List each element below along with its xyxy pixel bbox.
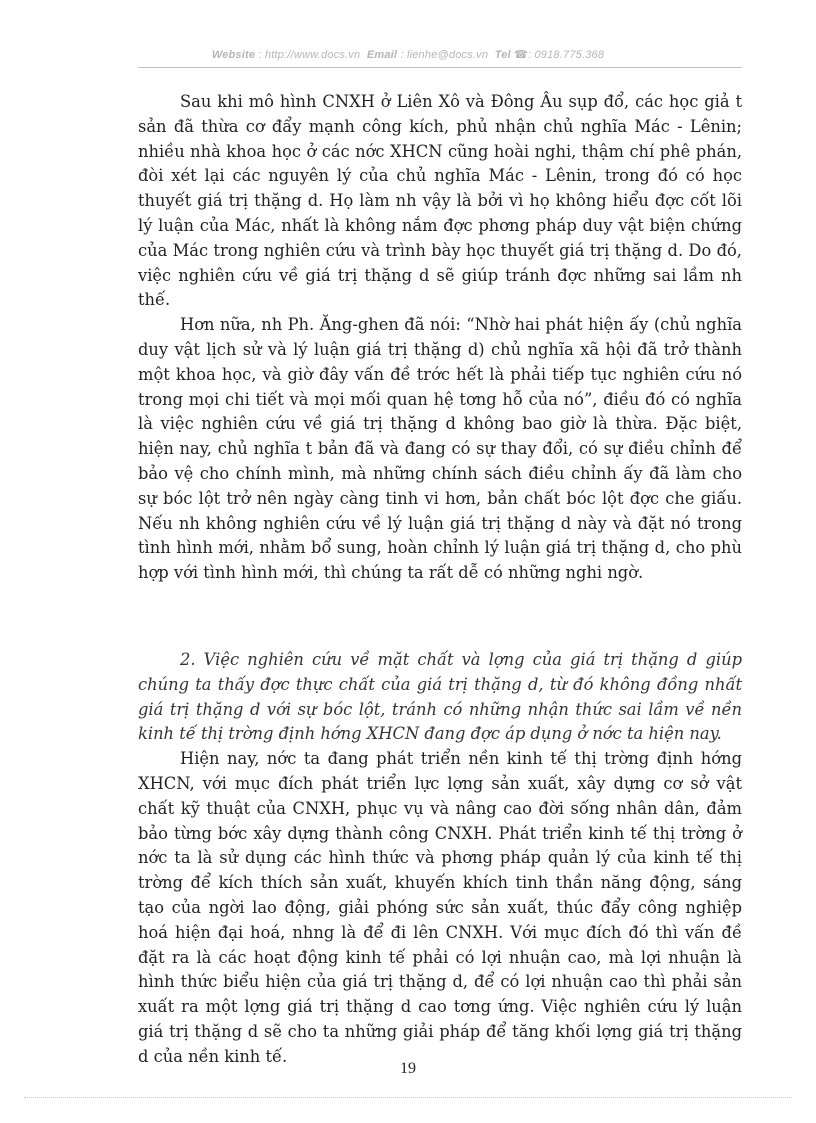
section-heading-2: 2. Việc nghiên cứu về mặt chất và lợng của giá trị thặng d giúp chúng ta thấy đợc thực chất của giá trị thặng d, từ đó không đồng nhất giá trị thặng d với sự bóc lột, tránh có những nhận thức sai lầm về nền kinh tế thị trờng định hớng XHCN đang đợc áp dụng ở nớc ta hiện nay.	[138, 649, 742, 744]
website-value: : http://www.docs.vn	[258, 49, 361, 61]
paragraph-3: Hiện nay, nớc ta đang phát triển nền kinh tế thị trờng định hớng XHCN, với mục đích phát triển lực lợng sản xuất, xây dựng cơ sở vật chất kỹ thuật của CNXH, phục vụ và nâng cao đời sống nhân dân, đảm bảo từng bớc xây dựng thành công CNXH. Phát triển kinh tế thị trờng ở nớc ta là sử dụng các hình thức và phơng pháp quản lý của kinh tế thị trờng để kích thích sản xuất, khuyến khích tinh thần năng động, sáng tạo của ngời lao động, giải phóng sức sản xuất, thúc đẩy công nghiệp hoá hiện đại hoá, nhng là để đi lên CNXH. Với mục đích đó thì vấn đề đặt ra là các hoạt động kinh tế phải có lợi nhuận cao, mà lợi nhuận là hình thức biểu hiện của giá trị thặng d, để có lợi nhuận cao thì phải sản xuất ra một lợng giá trị thặng d cao tơng ứng. Việc nghiên cứu lý luận giá trị thặng d sẽ cho ta những giải pháp để tăng khối lợng giá trị thặng d của nền kinh tế.	[138, 749, 742, 1066]
tel-value: ☎: 0918.775.368	[514, 49, 605, 61]
tel-label: Tel	[494, 49, 511, 61]
page-header	[0, 48, 816, 61]
header-divider	[138, 67, 742, 68]
footer-divider	[24, 1097, 792, 1098]
email-label: Email	[366, 49, 398, 61]
paragraph-1: Sau khi mô hình CNXH ở Liên Xô và Đông Âu sụp đổ, các học giả t sản đã thừa cơ đẩy mạnh công kích, phủ nhận chủ nghĩa Mác - Lênin; nhiều nhà khoa học ở các nớc XHCN cũng hoài nghi, thậm chí phê phán, đòi xét lại các nguyên lý của chủ nghĩa Mác - Lênin, trong đó có học thuyết giá trị thặng d. Họ làm nh vậy là bởi vì họ không hiểu đợc cốt lõi lý luận của Mác, nhất là không nắm đợc phơng pháp duy vật biện chứng của Mác trong nghiên cứu và trình bày học thuyết giá trị thặng d. Do đó, việc nghiên cứu về giá trị thặng d sẽ giúp tránh đợc những sai lầm nh thế.	[138, 92, 742, 310]
paragraph-2: Hơn nữa, nh Ph. Ăng-ghen đã nói: “Nhờ hai phát hiện ấy (chủ nghĩa duy vật lịch sử và lý luận giá trị thặng d) chủ nghĩa xã hội đã trở thành một khoa học, và giờ đây vấn đề trớc hết là phải tiếp tục nghiên cứu nó trong mọi chi tiết và mọi mối quan hệ tơng hỗ của nó”, điều đó có nghĩa là việc nghiên cứu về giá trị thặng d không bao giờ là thừa. Đặc biệt, hiện nay, chủ nghĩa t bản đã và đang có sự thay đổi, có sự điều chỉnh để bảo vệ cho chính mình, mà những chính sách điều chỉnh ấy đã làm cho sự bóc lột trở nên ngày càng tinh vi hơn, bản chất bóc lột đợc che giấu. Nếu nh không nghiên cứu về lý luận giá trị thặng d này và đặt nó trong tình hình mới, nhằm bổ sung, hoàn chỉnh lý luận giá trị thặng d, cho phù hợp với tình hình mới, thì chúng ta rất dễ có những nghi ngờ.	[138, 315, 742, 583]
email-value: : lienhe@docs.vn	[400, 49, 489, 61]
website-label: Website	[211, 49, 256, 61]
page-number: 19	[400, 1060, 416, 1077]
document-body	[138, 90, 742, 1069]
